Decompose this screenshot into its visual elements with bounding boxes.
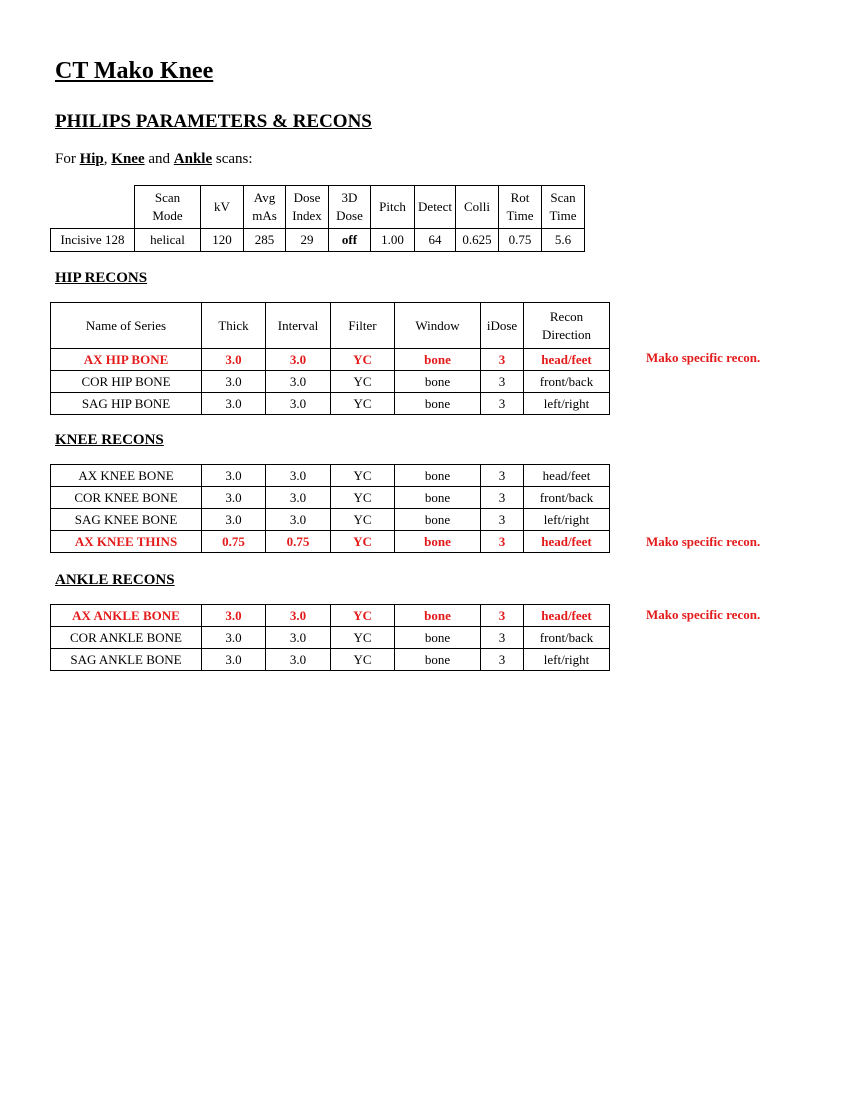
recon-cell: SAG ANKLE BONE [51, 649, 202, 671]
params-value-cell: 64 [415, 229, 456, 252]
recon-cell: head/feet [524, 465, 610, 487]
recon-row-sag-knee-bone [51, 509, 610, 531]
params-header-text: Rot [510, 190, 530, 205]
intro-ankle: Ankle [173, 151, 213, 167]
params-value-cell: helical [135, 229, 201, 252]
params-header-text: Dose [293, 190, 321, 205]
recon-row-ax-knee-thins [51, 531, 610, 553]
recon-cell: left/right [524, 509, 610, 531]
ankle-recons-table [50, 604, 610, 671]
recon-cell: 3.0 [266, 487, 331, 509]
params-header-text: Avg [253, 190, 276, 205]
recon-cell: 3.0 [202, 487, 266, 509]
params-value-cell: Incisive 128 [51, 229, 135, 252]
recon-cell: COR KNEE BONE [51, 487, 202, 509]
params-value-cell: off [329, 229, 371, 252]
recon-header-cell: Thick [202, 303, 266, 349]
recon-cell: AX HIP BONE [51, 349, 202, 371]
recon-cell: 3.0 [266, 627, 331, 649]
recon-cell: front/back [524, 487, 610, 509]
recon-cell: 3.0 [202, 649, 266, 671]
recon-cell: head/feet [524, 349, 610, 371]
recon-cell: bone [395, 349, 481, 371]
recon-cell: 3 [481, 349, 524, 371]
intro-text: For Hip, Knee and Ankle scans: [55, 151, 253, 167]
ankle-mako-note: Mako specific recon. [646, 607, 761, 622]
recon-cell: 3.0 [266, 371, 331, 393]
knee-recons-title: KNEE RECONS [55, 432, 164, 448]
params-value-cell: 29 [286, 229, 329, 252]
recon-cell: 3 [481, 649, 524, 671]
recon-cell: front/back [524, 627, 610, 649]
recon-header-cell: Interval [266, 303, 331, 349]
recon-row-sag-hip-bone [51, 393, 610, 415]
recon-cell: YC [331, 605, 395, 627]
params-header-text: Time [506, 208, 534, 223]
params-header-cell [415, 186, 456, 229]
params-value-cell: 0.625 [456, 229, 499, 252]
recon-cell: 3.0 [266, 393, 331, 415]
recon-cell: AX KNEE BONE [51, 465, 202, 487]
params-header-text: Dose [336, 208, 363, 223]
recon-header-cell: iDose [481, 303, 524, 349]
recon-cell: 3.0 [202, 465, 266, 487]
params-header-text: Scan [550, 190, 576, 205]
recon-cell: 3.0 [266, 605, 331, 627]
recon-cell: left/right [524, 393, 610, 415]
page-title: CT Mako Knee [55, 58, 214, 84]
params-header-text: Detect [418, 199, 452, 214]
recon-cell: YC [331, 649, 395, 671]
scan-parameters-value-row [51, 229, 585, 252]
recon-row-sag-ankle-bone [51, 649, 610, 671]
recon-header-cell: Filter [331, 303, 395, 349]
recon-cell: bone [395, 393, 481, 415]
params-value-cell: 0.75 [499, 229, 542, 252]
params-header-text: Colli [463, 199, 490, 214]
params-value-cell: 120 [201, 229, 244, 252]
params-header-text: Scan [154, 190, 181, 205]
params-header-text: kV [214, 199, 230, 214]
recon-cell: bone [395, 487, 481, 509]
params-header-cell [542, 186, 585, 229]
recon-cell: head/feet [524, 531, 610, 553]
scan-parameters-table [50, 185, 585, 252]
recon-row-cor-hip-bone [51, 371, 610, 393]
params-header-text: Time [549, 208, 577, 223]
recon-cell: YC [331, 393, 395, 415]
params-header-cell [371, 186, 415, 229]
recon-cell: 3 [481, 487, 524, 509]
recon-cell: 3 [481, 531, 524, 553]
recon-cell: front/back [524, 371, 610, 393]
params-header-cell [286, 186, 329, 229]
recon-header-cell: Recon Direction [524, 303, 610, 349]
hip-mako-note: Mako specific recon. [646, 350, 761, 365]
recon-cell: SAG KNEE BONE [51, 509, 202, 531]
recon-cell: YC [331, 627, 395, 649]
recon-cell: bone [395, 509, 481, 531]
recon-cell: SAG HIP BONE [51, 393, 202, 415]
recon-cell: YC [331, 531, 395, 553]
recon-cell: YC [331, 349, 395, 371]
recon-cell: AX ANKLE BONE [51, 605, 202, 627]
recon-cell: 3.0 [202, 371, 266, 393]
recon-cell: 3 [481, 393, 524, 415]
recon-row-ax-knee-bone [51, 465, 610, 487]
recon-cell: YC [331, 465, 395, 487]
recon-cell: YC [331, 509, 395, 531]
params-header-cell [329, 186, 371, 229]
recon-row-cor-ankle-bone [51, 627, 610, 649]
recon-cell: bone [395, 465, 481, 487]
recon-cell: 3.0 [266, 649, 331, 671]
recon-cell: bone [395, 649, 481, 671]
params-header-cell [135, 186, 201, 229]
recon-row-ax-hip-bone [51, 349, 610, 371]
recon-row-ax-ankle-bone [51, 605, 610, 627]
recon-cell: 3 [481, 627, 524, 649]
recon-header-cell: Name of Series [51, 303, 202, 349]
recon-cell: 3 [481, 509, 524, 531]
recon-cell: AX KNEE THINS [51, 531, 202, 553]
recon-row-cor-knee-bone [51, 487, 610, 509]
params-header-text: Index [292, 208, 322, 223]
recon-cell: head/feet [524, 605, 610, 627]
params-header-cell [499, 186, 542, 229]
recon-cell: 0.75 [266, 531, 331, 553]
knee-mako-note: Mako specific recon. [646, 534, 761, 549]
recon-header-row [51, 303, 610, 349]
params-header-text: 3D [341, 190, 358, 205]
recon-cell: 3.0 [202, 627, 266, 649]
recon-cell: bone [395, 605, 481, 627]
recon-cell: COR HIP BONE [51, 371, 202, 393]
params-header-text: Pitch [379, 199, 406, 214]
intro-hip: Hip [79, 151, 104, 167]
params-value-cell: 285 [244, 229, 286, 252]
recon-cell: 3.0 [202, 605, 266, 627]
params-header-cell [244, 186, 286, 229]
recon-cell: 3 [481, 465, 524, 487]
params-value-cell: 1.00 [371, 229, 415, 252]
recon-cell: 0.75 [202, 531, 266, 553]
recon-cell: bone [395, 371, 481, 393]
knee-recons-table [50, 464, 610, 553]
scan-parameters-header-row [51, 186, 585, 229]
recon-cell: COR ANKLE BONE [51, 627, 202, 649]
recon-cell: YC [331, 371, 395, 393]
recon-cell: 3.0 [266, 349, 331, 371]
recon-cell: left/right [524, 649, 610, 671]
params-header-cell [201, 186, 244, 229]
recon-cell: bone [395, 531, 481, 553]
params-value-cell: 5.6 [542, 229, 585, 252]
recon-cell: 3.0 [266, 465, 331, 487]
params-header-text: Mode [152, 208, 183, 223]
page-subtitle: PHILIPS PARAMETERS & RECONS [55, 111, 372, 132]
recon-header-cell: Window [395, 303, 481, 349]
recon-cell: 3.0 [202, 349, 266, 371]
params-header-cell [456, 186, 499, 229]
intro-knee: Knee [111, 151, 145, 167]
recon-cell: bone [395, 627, 481, 649]
params-header-blank [51, 186, 135, 229]
params-header-text: mAs [252, 208, 277, 223]
recon-cell: 3.0 [266, 509, 331, 531]
recon-cell: 3 [481, 605, 524, 627]
hip-recons-title: HIP RECONS [55, 270, 148, 286]
recon-cell: 3 [481, 371, 524, 393]
ankle-recons-title: ANKLE RECONS [55, 572, 175, 588]
recon-cell: YC [331, 487, 395, 509]
recon-cell: 3.0 [202, 509, 266, 531]
recon-cell: 3.0 [202, 393, 266, 415]
hip-recons-table [50, 302, 610, 415]
